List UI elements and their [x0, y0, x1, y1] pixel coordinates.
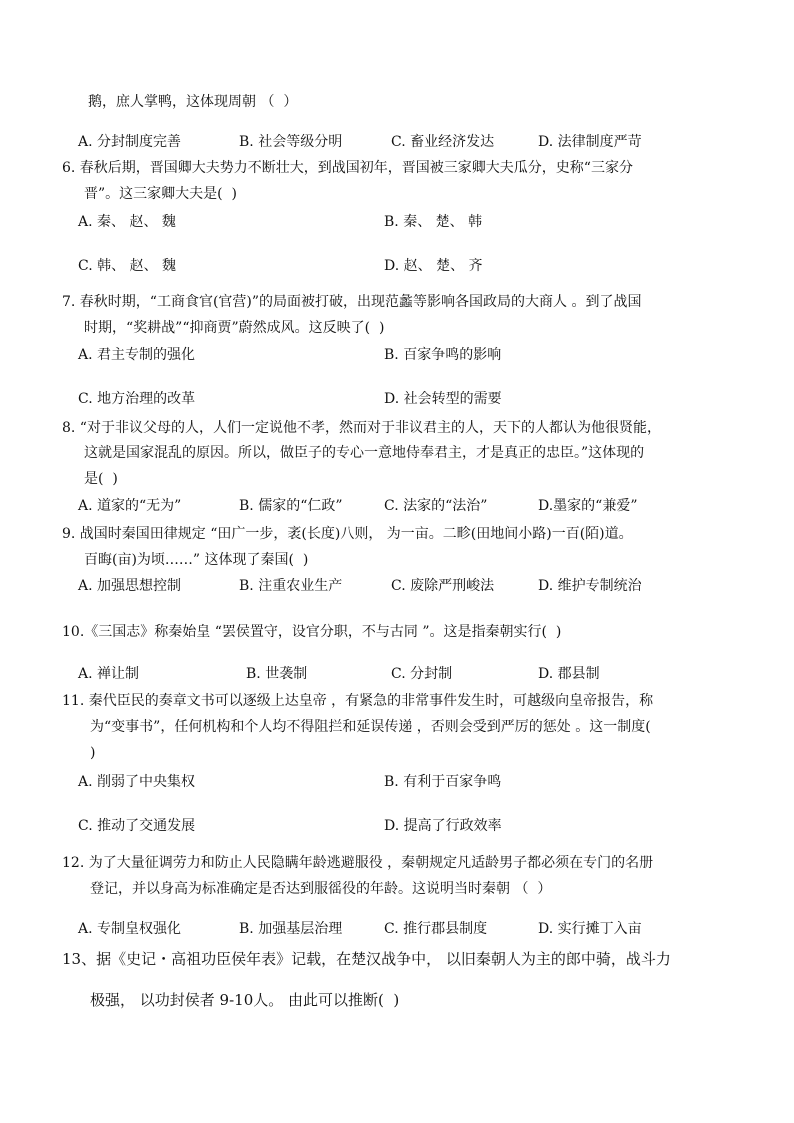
q11-option-a: A. 削弱了中央集权	[78, 774, 196, 790]
q8-stem-line-3: 是( )	[84, 471, 118, 487]
q7-option-d: D. 社会转型的需要	[384, 391, 502, 407]
q13-stem-line-1: 13、据《史记・高祖功臣侯年表》记载，在楚汉战争中， 以旧秦朝人为主的郎中骑，战斗力	[62, 950, 671, 968]
q7-stem-line-1: 7. 春秋时期，“工商食官(官营)”的局面被打破，出现范蠡等影响各国政局的大商人 。到了战国	[62, 294, 642, 310]
q6-option-b: B. 秦、 楚、 韩	[384, 214, 483, 230]
q9-option-a: A. 加强思想控制	[78, 578, 182, 594]
q8-stem-line-2: 这就是国家混乱的原因。所以，做臣子的专心一意地侍奉君主，才是真正的忠臣。”这体现的	[84, 445, 645, 461]
q9-stem-line-2: 百晦(亩)为顷……” 这体现了秦国( )	[84, 552, 309, 568]
q12-stem-line-1: 12. 为了大量征调劳力和防止人民隐瞒年龄逃避服役 ，秦朝规定凡适龄男子都必须在专门的名册	[62, 855, 654, 871]
q5-option-a: A. 分封制度完善	[78, 134, 182, 150]
q10-stem-line-1: 10.《三国志》称秦始皇 “罢侯置守，设官分职，不与古同 ”。这是指秦朝实行( )	[62, 624, 562, 640]
q12-option-c: C. 推行郡县制度	[384, 921, 488, 937]
q5-option-b: B. 社会等级分明	[239, 134, 343, 150]
q6-stem-line-2: 晋”。这三家卿大夫是( )	[84, 186, 237, 202]
q12-stem-line-2: 登记，并以身高为标准确定是否达到服徭役的年龄。这说明当时秦朝 （ ）	[90, 881, 552, 897]
q10-option-c: C. 分封制	[391, 666, 453, 682]
q7-option-b: B. 百家争鸣的影响	[384, 347, 502, 363]
q12-option-a: A. 专制皇权强化	[78, 921, 182, 937]
q6-option-c: C. 韩、 赵、 魏	[78, 258, 177, 274]
q10-option-d: D. 郡县制	[538, 666, 600, 682]
q8-stem-line-1: 8. “对于非议父母的人，人们一定说他不孝，然而对于非议君主的人，天下的人都认为他很贤能，	[62, 420, 661, 436]
q8-option-a: A. 道家的“无为”	[78, 498, 182, 514]
q11-stem-line-2: 为“变事书”，任何机构和个人均不得阻拦和延误传递 ，否则会受到严厉的惩处 。这一制度(	[90, 719, 651, 735]
q12-option-d: D. 实行摊丁入亩	[538, 921, 642, 937]
q6-option-d: D. 赵、 楚、 齐	[384, 258, 483, 274]
q6-option-a: A. 秦、 赵、 魏	[78, 214, 176, 230]
q7-option-a: A. 君主专制的强化	[78, 347, 196, 363]
q7-option-c: C. 地方治理的改革	[78, 391, 196, 407]
q9-option-c: C. 废除严刑峻法	[391, 578, 495, 594]
q11-option-b: B. 有利于百家争鸣	[384, 774, 502, 790]
q7-stem-line-2: 时期，“奖耕战”“抑商贾”蔚然成风。这反映了( )	[84, 320, 385, 336]
q6-stem-line-1: 6. 春秋后期，晋国卿大夫势力不断壮大，到战国初年，晋国被三家卿大夫瓜分，史称“三家分	[62, 160, 633, 176]
q11-stem-line-1: 11. 秦代臣民的奏章文书可以逐级上达皇帝 ，有紧急的非常事件发生时，可越级向皇帝报告，称	[62, 693, 654, 709]
q11-option-c: C. 推动了交通发展	[78, 818, 196, 834]
q9-option-b: B. 注重农业生产	[239, 578, 343, 594]
q8-option-d: D.墨家的“兼爱”	[538, 498, 638, 514]
q10-option-b: B. 世袭制	[246, 666, 308, 682]
q8-option-b: B. 儒家的“仁政”	[239, 498, 343, 514]
q10-option-a: A. 禅让制	[78, 666, 140, 682]
q9-stem-line-1: 9. 战国时秦国田律规定 “田广一步，袤(长度)八则， 为一亩。二畛(田地间小路)一百(陌)道。	[62, 526, 633, 542]
q5-stem-continuation: 鹅，庶人掌鸭，这体现周朝 （ ）	[88, 94, 298, 110]
q9-option-d: D. 维护专制统治	[538, 578, 642, 594]
q13-stem-line-2: 极强， 以功封侯者 9-10人。 由此可以推断( )	[90, 991, 400, 1009]
q11-option-d: D. 提高了行政效率	[384, 818, 502, 834]
q11-stem-line-3: )	[90, 745, 96, 761]
q5-option-d: D. 法律制度严苛	[538, 134, 642, 150]
q5-option-c: C. 畜业经济发达	[391, 134, 495, 150]
q8-option-c: C. 法家的“法治”	[384, 498, 488, 514]
q12-option-b: B. 加强基层治理	[239, 921, 343, 937]
